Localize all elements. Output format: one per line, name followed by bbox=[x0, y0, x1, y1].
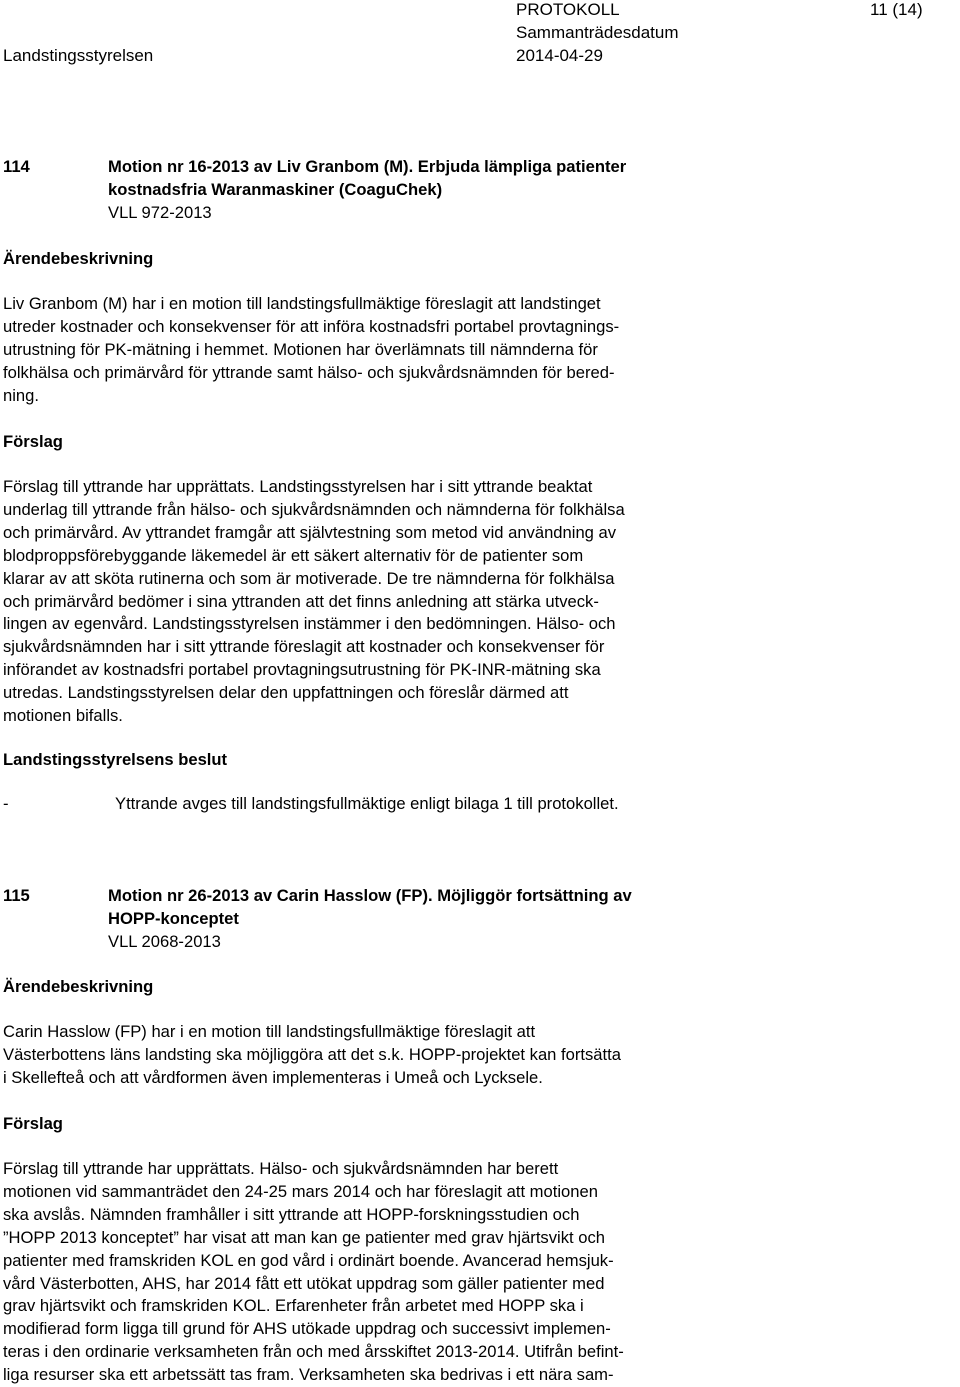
item-reference: VLL 972-2013 bbox=[108, 202, 212, 222]
text-line: sjukvårdsnämnden har i sitt yttrande föreslagit att kostnader och konsekvenser för bbox=[3, 637, 605, 657]
text-line: liga resurser ska ett arbetssätt tas fram. Verksamheten ska bedrivas i ett nära sam- bbox=[3, 1365, 614, 1385]
section-heading: Förslag bbox=[3, 1114, 63, 1133]
text-line: vård Västerbotten, AHS, har 2014 fått ett utökat uppdrag som gäller patienter med bbox=[3, 1273, 605, 1293]
text-line: ”HOPP 2013 konceptet” har visat att man kan ge patienter med grav hjärtsvikt och bbox=[3, 1227, 605, 1247]
section-heading: Landstingsstyrelsens beslut bbox=[3, 750, 228, 769]
section-heading: Förslag bbox=[3, 432, 63, 451]
text-line: patienter med framskriden KOL en god vård i ordinärt boende. Avancerad hemsjuk- bbox=[3, 1250, 614, 1270]
text-line: grav hjärtsvikt och framskriden KOL. Erfarenheter från arbetet med HOPP ska i bbox=[3, 1296, 584, 1316]
text-line: införandet av kostnadsfri portabel provtagningsutrustning för PK-INR-mätning ska bbox=[3, 660, 601, 680]
section-heading: Ärendebeskrivning bbox=[3, 249, 154, 268]
meeting-date: 2014-04-29 bbox=[516, 46, 603, 65]
item-number: 115 bbox=[3, 886, 30, 905]
text-line: teras i den ordinarie verksamheten från och med årsskiftet 2013-2014. Utifrån befint- bbox=[3, 1342, 624, 1362]
text-line: ning. bbox=[3, 385, 39, 405]
item-title-line: Motion nr 16-2013 av Liv Granbom (M). Erbjuda lämpliga patienter bbox=[108, 157, 627, 176]
text-line: motionen vid sammanträdet den 24-25 mars 2014 och har föreslagit att motionen bbox=[3, 1181, 598, 1201]
proposal-text bbox=[3, 1158, 955, 1387]
text-line: Förslag till yttrande har upprättats. Hälso- och sjukvårdsnämnden har berett bbox=[3, 1159, 559, 1178]
date-label: Sammanträdesdatum bbox=[516, 23, 679, 42]
item-title-line: kostnadsfria Waranmaskiner (CoaguChek) bbox=[108, 179, 443, 199]
item-reference: VLL 2068-2013 bbox=[108, 931, 221, 951]
text-line: underlag till yttrande från hälso- och sjukvårdsnämnden och nämnderna för folkhälsa bbox=[3, 499, 625, 519]
text-line: Carin Hasslow (FP) har i en motion till landstingsfullmäktige föreslagit att bbox=[3, 1022, 536, 1041]
doc-type: PROTOKOLL bbox=[516, 0, 620, 19]
description-text bbox=[3, 293, 955, 408]
text-line: Västerbottens läns landsting ska möjliggöra att det s.k. HOPP-projektet kan fortsätta bbox=[3, 1044, 621, 1064]
text-line: och primärvård bedömer i sina yttranden att det finns anledning att stärka utveck- bbox=[3, 591, 599, 611]
description-text bbox=[3, 1021, 955, 1090]
text-line: ska avslås. Nämnden framhåller i sitt yttrande att HOPP-forskningsstudien och bbox=[3, 1204, 580, 1224]
page-number: 11 (14) bbox=[870, 0, 923, 19]
text-line: utreder kostnader och konsekvenser för att införa kostnadsfri portabel provtagnings- bbox=[3, 316, 620, 336]
item-title-line: Motion nr 26-2013 av Carin Hasslow (FP). Möjliggör fortsättning av bbox=[108, 886, 632, 905]
item-title-block bbox=[108, 885, 948, 954]
text-line: i Skellefteå och att vårdformen även implementeras i Umeå och Lycksele. bbox=[3, 1067, 543, 1087]
proposal-text bbox=[3, 476, 955, 728]
text-line: utredas. Landstingsstyrelsen delar den uppfattningen och föreslår därmed att bbox=[3, 683, 569, 703]
text-line: Förslag till yttrande har upprättats. Landstingsstyrelsen har i sitt yttrande beaktat bbox=[3, 477, 593, 496]
text-line: blodproppsförebyggande läkemedel är ett säkert alternativ för de patienter som bbox=[3, 545, 584, 565]
item-title-block bbox=[108, 156, 948, 225]
text-line: och primärvård. Av yttrandet framgår att självtestning som metod vid användning av bbox=[3, 522, 617, 542]
decision-dash: - bbox=[3, 794, 9, 813]
decision-text: Yttrande avges till landstingsfullmäktige enligt bilaga 1 till protokollet. bbox=[115, 794, 619, 813]
organization: Landstingsstyrelsen bbox=[3, 46, 154, 65]
text-line: lingen av egenvård. Landstingsstyrelsen instämmer i den bedömningen. Hälso- och bbox=[3, 614, 616, 634]
text-line: modifierad form ligga till grund för AHS utökade uppdrag och successivt implemen- bbox=[3, 1319, 611, 1339]
text-line: klarar av att sköta rutinerna och som är motiverade. De tre nämnderna för folkhälsa bbox=[3, 568, 615, 588]
text-line: motionen bifalls. bbox=[3, 706, 123, 726]
text-line: utrustning för PK-mätning i hemmet. Motionen har överlämnats till nämnderna för bbox=[3, 339, 598, 359]
item-title-line: HOPP-konceptet bbox=[108, 908, 239, 928]
text-line: folkhälsa och primärvård för yttrande samt hälso- och sjukvårdsnämnden för bered- bbox=[3, 362, 615, 382]
section-heading: Ärendebeskrivning bbox=[3, 977, 154, 996]
text-line: Liv Granbom (M) har i en motion till landstingsfullmäktige föreslagit att landstinget bbox=[3, 294, 601, 313]
item-number: 114 bbox=[3, 157, 30, 176]
